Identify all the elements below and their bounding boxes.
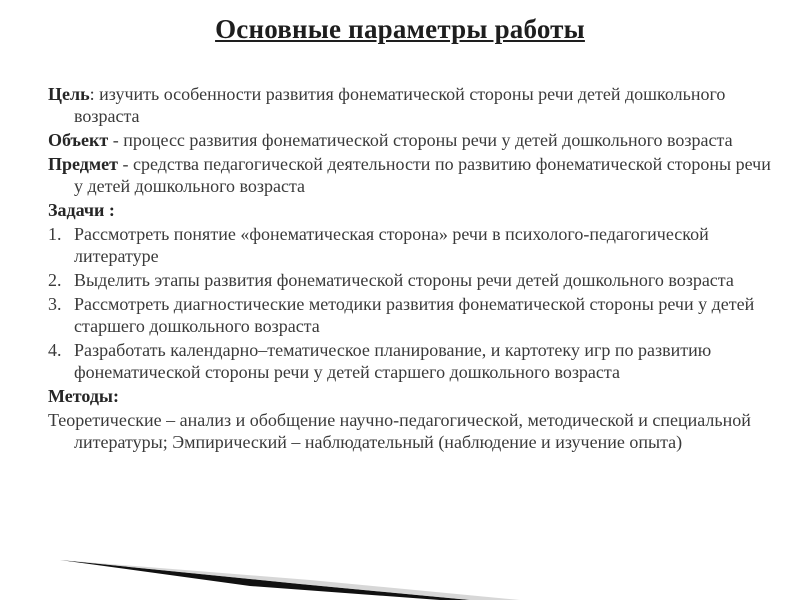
task-text: Выделить этапы развития фонематической стороны речи детей дошкольного возраста: [74, 270, 734, 290]
task-number: 2.: [48, 270, 62, 290]
swoosh-light: [60, 560, 520, 600]
subject-paragraph: [48, 153, 783, 197]
object-paragraph: [48, 129, 783, 151]
slide-title: Основные параметры работы: [215, 14, 585, 44]
subject-label: Предмет: [48, 154, 118, 174]
goal-paragraph: [48, 83, 783, 127]
object-text: - процесс развития фонематической стороны речи у детей дошкольного возраста: [108, 130, 733, 150]
swoosh-dark: [60, 560, 470, 600]
task-item: [48, 269, 783, 291]
object-label: Объект: [48, 130, 109, 150]
goal-label: Цель: [48, 84, 90, 104]
task-text: Разработать календарно–тематическое планирование, и картотеку игр по развитию фонематической стороны речи у детей старшего дошкольного возраста: [74, 340, 712, 382]
task-item: [48, 339, 783, 383]
task-number: 1.: [48, 224, 62, 244]
task-number: 3.: [48, 294, 62, 314]
task-item: [48, 293, 783, 337]
subject-text: - средства педагогической деятельности по развитию фонематической стороны речи у детей дошкольного возраста: [74, 154, 771, 196]
methods-text: Теоретические – анализ и обобщение научно-педагогической, методической и специальной литературы; Эмпирический – наблюдательный (наблюдение и изучение опыта): [48, 410, 751, 452]
task-text: Рассмотреть понятие «фонематическая сторона» речи в психолого-педагогической литературе: [74, 224, 709, 266]
task-item: [48, 223, 783, 267]
slide-content: [48, 83, 783, 455]
task-text: Рассмотреть диагностические методики развития фонематической стороны речи у детей старшего дошкольного возраста: [74, 294, 755, 336]
task-number: 4.: [48, 340, 62, 360]
tasks-heading: Задачи :: [48, 200, 115, 220]
goal-text: : изучить особенности развития фонематической стороны речи детей дошкольного возраста: [74, 84, 726, 126]
decorative-swoosh: [0, 490, 800, 600]
methods-heading: Методы:: [48, 386, 119, 406]
